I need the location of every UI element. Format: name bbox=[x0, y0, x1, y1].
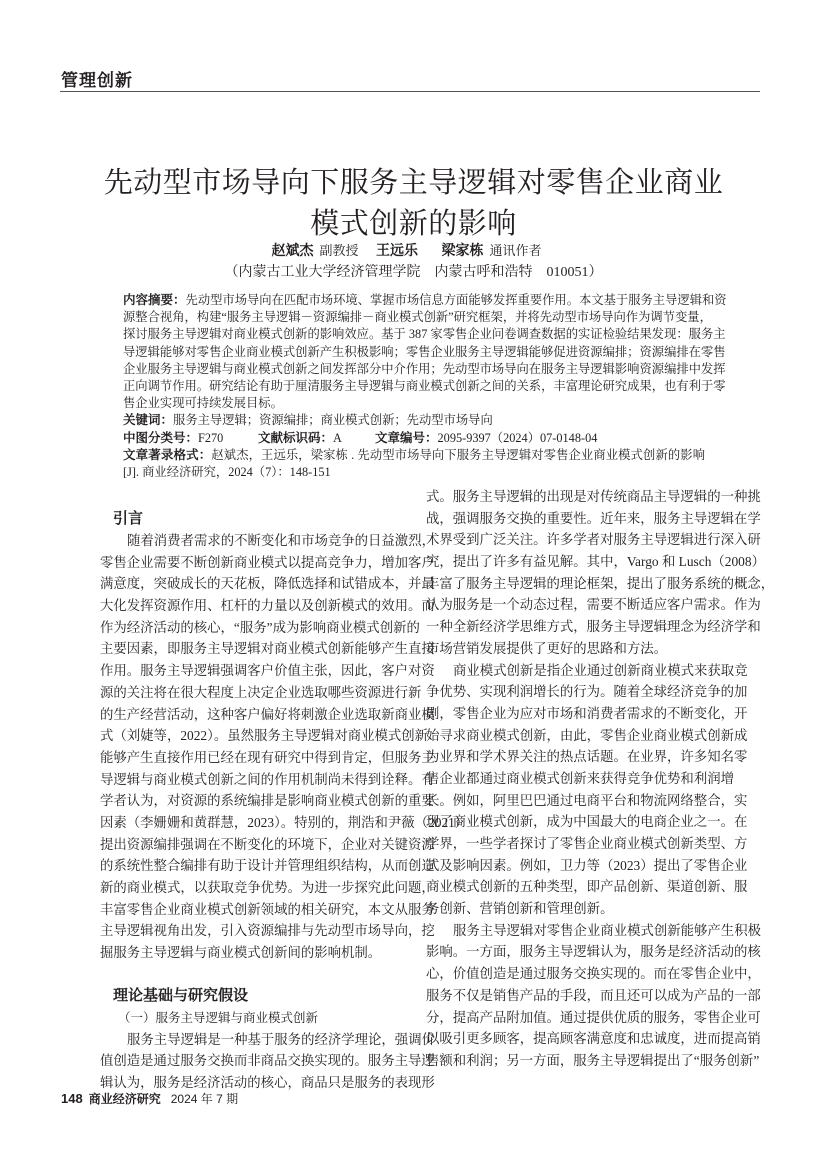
text-line: 式及影响因素。例如，卫力等（2023）提出了零售企业 bbox=[426, 857, 748, 873]
author-title: 通讯作者 bbox=[489, 243, 542, 258]
text-line: 商业模式创新是指企业通过创新商业模式来获取竞 bbox=[453, 662, 748, 678]
text-line: 商业模式创新的五种类型，即产品创新、渠道创新、服 bbox=[426, 879, 748, 895]
classification-line bbox=[123, 430, 705, 447]
text-line: 大化发挥资源作用、杠杆的力量以及创新模式的效用。而 bbox=[100, 598, 435, 614]
citation-text: 赵斌杰，王远乐，梁家栋 . 先动型市场导向下服务主导逻辑对零售企业商业模式创新的影响 bbox=[211, 447, 705, 462]
text-line: 探讨服务主导逻辑对商业模式创新的影响效应。基于 387 家零售企业问卷调查数据的实证检验结果发现：服务主 bbox=[123, 327, 726, 342]
citation-line bbox=[123, 447, 705, 464]
abstract-block bbox=[123, 292, 727, 481]
issue: 2024 年 7 期 bbox=[170, 1092, 239, 1106]
article-number-label: 文章编号： bbox=[375, 430, 438, 445]
text-line: 务创新、营销创新和管理创新。 bbox=[426, 901, 614, 917]
clc-label: 中图分类号： bbox=[123, 430, 199, 445]
text-line: 究，提出了许多有益见解。其中，Vargo 和 Lusch（2008） bbox=[426, 554, 765, 570]
text-line: 术界受到广泛关注。许多学者对服务主导逻辑进行深入研 bbox=[426, 532, 761, 548]
text-line: 值创造是通过服务交换而非商品交换实现的。服务主导逻 bbox=[100, 1053, 435, 1069]
paragraph-business-model bbox=[426, 660, 748, 920]
page-number: 148 bbox=[61, 1091, 83, 1106]
sub1-paragraph bbox=[100, 1029, 435, 1094]
text-line: 为业界和学术界关注的热点话题。在业界，许多知名零 bbox=[426, 749, 748, 765]
doc-code-value: A bbox=[333, 430, 342, 445]
abstract-text: 先动型市场导向在匹配市场环境、掌握市场信息方面能够发挥重要作用。本文基于服务主导逻辑和资 bbox=[185, 293, 727, 307]
text-line: 服务主导逻辑对零售企业商业模式创新能够产生积极 bbox=[453, 922, 761, 938]
text-line: 导逻辑能够对零售企业商业模式创新产生积极影响；零售企业服务主导逻辑能够促进资源编排；资源编排在零售 bbox=[123, 344, 726, 359]
text-line: 争优势、实现利润增长的行为。随着全球经济竞争的加 bbox=[426, 684, 748, 700]
citation-label: 文章著录格式： bbox=[123, 447, 212, 462]
text-line: 长。例如，阿里巴巴通过电商平台和物流网络整合，实 bbox=[426, 792, 748, 808]
text-line: 源整合视角，构建“服务主导逻辑－资源编排－商业模式创新”研究框架，并将先动型市场导向作为调节变量， bbox=[123, 310, 712, 325]
text-line: 以吸引更多顾客，提高顾客满意度和忠诚度，进而提高销 bbox=[426, 1031, 761, 1047]
left-column bbox=[100, 508, 469, 1094]
text-line: 分，提高产品附加值。通过提供优质的服务，零售企业可 bbox=[426, 1009, 761, 1025]
text-line: 因素（李姗姗和黄群慧，2023）。特别的，荆浩和尹薇（2021） bbox=[100, 814, 469, 830]
paragraph-continued bbox=[426, 486, 775, 660]
page-footer bbox=[61, 1090, 238, 1107]
text-line: 正向调节作用。研究结论有助于厘清服务主导逻辑与商业模式创新之间的关系，丰富理论研究成果，也有利于零 bbox=[123, 378, 726, 393]
abstract-label: 内容摘要： bbox=[123, 293, 186, 307]
text-line: 售额和利润；另一方面，服务主导逻辑提出了“服务创新” bbox=[426, 1052, 760, 1068]
text-line: 一种全新经济学思维方式，服务主导逻辑理念为经济学和 bbox=[426, 619, 761, 635]
keywords-label: 关键词： bbox=[123, 413, 174, 428]
text-line: 作为经济活动的核心，“服务”成为影响商业模式创新的 bbox=[100, 619, 420, 635]
right-column bbox=[426, 486, 775, 1072]
text-line: 随着消费者需求的不断变化和市场竞争的日益激烈， bbox=[127, 533, 435, 548]
text-line: 战，强调服务交换的重要性。近年来，服务主导逻辑在学 bbox=[426, 510, 761, 526]
text-line: 影响。一方面，服务主导逻辑认为，服务是经济活动的核 bbox=[426, 944, 761, 960]
text-line: 满意度，突破成长的天花板，降低选择和试错成本，并最 bbox=[100, 576, 435, 592]
text-line: 丰富零售企业商业模式创新领域的相关研究，本文从服务 bbox=[100, 901, 435, 917]
clc-value: F270 bbox=[198, 430, 224, 445]
keywords-text: 服务主导逻辑；资源编排；商业模式创新；先动型市场导向 bbox=[173, 413, 493, 428]
text-line: 企业服务主导逻辑与商业模式创新之间发挥部分中介作用；先动型市场导向在服务主导逻辑影响资源编排中发挥 bbox=[123, 361, 726, 376]
text-line: 始寻求商业模式创新，由此，零售企业商业模式创新成 bbox=[426, 727, 748, 743]
keywords-line bbox=[123, 412, 705, 429]
text-line: 辑认为，服务是经济活动的核心，商品只是服务的表现形 bbox=[100, 1075, 435, 1091]
paragraph-sdl-impact bbox=[426, 920, 761, 1072]
text-line: 售企业都通过商业模式创新来获得竞争优势和利润增 bbox=[426, 770, 734, 786]
doc-code-label: 文献标识码： bbox=[258, 430, 334, 445]
text-line: 源的关注将在很大程度上决定企业选取哪些资源进行新 bbox=[100, 684, 422, 700]
theory-heading: 理论基础与研究假设 bbox=[113, 986, 249, 1004]
text-line: 主导逻辑视角出发，引入资源编排与先动型市场导向，挖 bbox=[100, 923, 435, 939]
text-line: 学者认为，对资源的系统编排是影响商业模式创新的重要 bbox=[100, 793, 435, 809]
text-line: 能够产生直接作用已经在现有研究中得到肯定，但服务主 bbox=[100, 749, 435, 765]
text-line: 的生产经营活动，这种客户偏好将刺激企业选取新商业模 bbox=[100, 706, 435, 722]
text-line: 零售企业需要不断创新商业模式以提高竞争力，增加客户 bbox=[100, 554, 435, 570]
text-line: 学界，一些学者探讨了零售企业商业模式创新类型、方 bbox=[426, 836, 748, 851]
text-line: 式。服务主导逻辑的出现是对传统商品主导逻辑的一种挑 bbox=[426, 489, 761, 504]
text-line: 导逻辑与商业模式创新之间的作用机制尚未得到诠释。有 bbox=[100, 771, 435, 787]
journal-name: 商业经济研究 bbox=[88, 1092, 161, 1106]
text-line: 作用。服务主导逻辑强调客户价值主张，因此，客户对资 bbox=[100, 663, 435, 679]
text-line: 提出资源编排强调在不断变化的环境下，企业对关键资源 bbox=[100, 836, 435, 852]
text-line: 的系统性整合编排有助于设计并管理组织结构，从而创造 bbox=[100, 858, 435, 874]
author-name: 赵斌杰 bbox=[271, 242, 314, 258]
article-title: 先动型市场导向下服务主导逻辑对零售企业商业模式创新的影响 bbox=[103, 167, 724, 240]
intro-paragraph bbox=[100, 530, 469, 964]
text-line: 新的商业模式，以获取竞争优势。为进一步探究此问题， bbox=[100, 880, 435, 895]
abstract-lines bbox=[123, 309, 726, 412]
text-line: 掘服务主导逻辑与商业模式创新间的影响机制。 bbox=[100, 945, 382, 961]
text-line: 市场营销发展提供了更好的思路和方法。 bbox=[426, 640, 668, 656]
author-list bbox=[0, 240, 827, 260]
text-line: 服务主导逻辑是一种基于服务的经济学理论，强调价 bbox=[127, 1031, 435, 1047]
author-name: 梁家栋 bbox=[441, 242, 484, 258]
text-line: 式（刘婕等，2022）。虽然服务主导逻辑对商业模式创新 bbox=[100, 728, 429, 744]
article-number-value: 2095-9397（2024）07-0148-04 bbox=[437, 430, 598, 445]
text-line: 心，价值创造是通过服务交换实现的。而在零售企业中， bbox=[426, 966, 761, 982]
text-line: 服务不仅是销售产品的手段，而且还可以成为产品的一部 bbox=[426, 987, 761, 1003]
text-line: 现了商业模式创新，成为中国最大的电商企业之一。在 bbox=[426, 814, 748, 830]
citation-line-2: [J]. 商业经济研究，2024（7）：148-151 bbox=[123, 464, 331, 479]
intro-heading: 引言 bbox=[113, 510, 144, 527]
text-line: 售企业实现可持续发展目标。 bbox=[123, 396, 283, 411]
abstract-line bbox=[123, 292, 727, 309]
author-name: 王远乐 bbox=[376, 242, 418, 258]
subsection-heading: （一）服务主导逻辑与商业模式创新 bbox=[118, 1010, 319, 1025]
author-title: 副教授 bbox=[319, 243, 359, 258]
header-divider bbox=[60, 91, 760, 92]
affiliation: （内蒙古工业大学经济管理学院 内蒙古呼和浩特 010051） bbox=[224, 265, 603, 280]
section-header: 管理创新 bbox=[61, 71, 133, 90]
text-line: 主要因素，即服务主导逻辑对商业模式创新能够产生直接 bbox=[100, 641, 435, 657]
text-line: 认为服务是一个动态过程，需要不断适应客户需求。作为 bbox=[426, 597, 761, 613]
text-line: 剧，零售企业为应对市场和消费者需求的不断变化，开 bbox=[426, 705, 748, 721]
text-line: 丰富了服务主导逻辑的理论框架，提出了服务系统的概念， bbox=[426, 575, 775, 591]
